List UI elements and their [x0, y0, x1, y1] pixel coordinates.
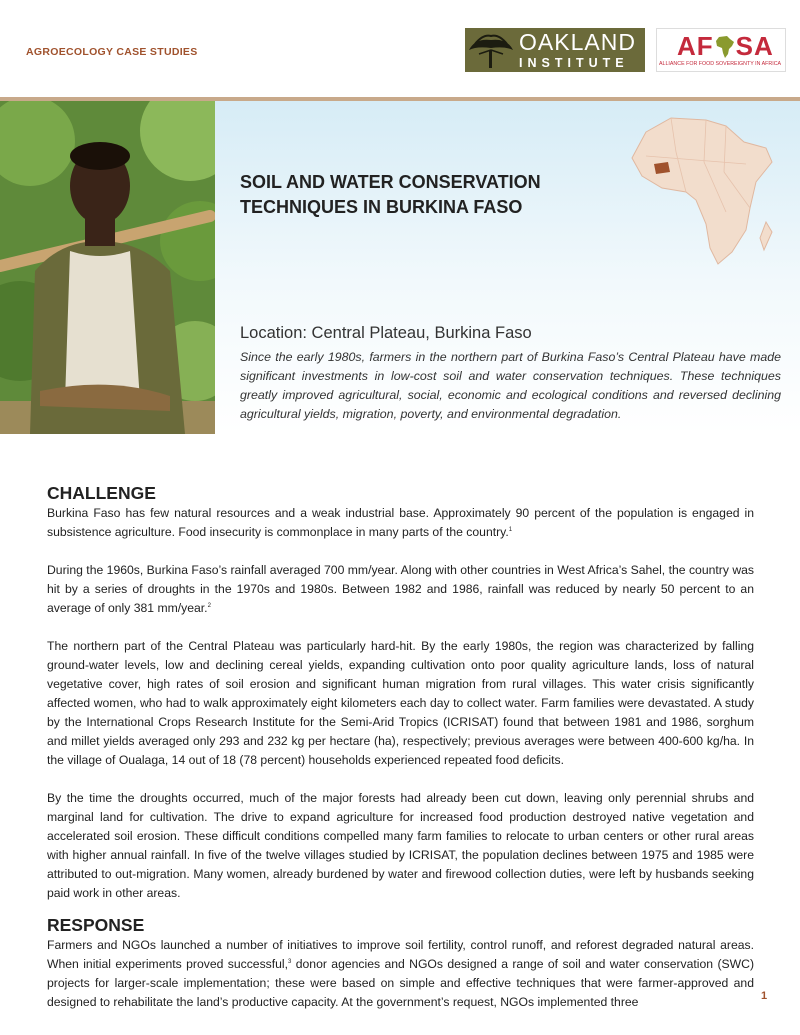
series-label: AGROECOLOGY CASE STUDIES: [26, 46, 198, 58]
farmer-photo: [0, 101, 215, 434]
afsa-letters-left: AF: [677, 31, 714, 61]
response-paragraph-1: [47, 936, 754, 1012]
page-number: 1: [761, 990, 768, 1002]
challenge-paragraph-3: The northern part of the Central Plateau was particularly hard-hit. By the early 1980s, the region was characterized by falling ground-water levels, low and declining cereal yields, expanding cultivation onto poor quality agriculture lands, loss of natural vegetative cover, high rates of soil erosion and significant human migration from rural villages. This water crisis significantly affected women, who had to walk approximately eight kilometers each day to collect water. Farm families were devastated. A study by the International Crops Research Institute for the Semi-Arid Tropics (ICRISAT) found that between 1981 and 1986, sorghum and millet yields averaged only 293 and 232 kg per hectare (ha), respectively; previous averages were between 400-600 kg/ha. In the village of Oualaga, 14 out of 18 (78 percent) households experienced repeated food deficits.: [47, 639, 754, 767]
challenge-p1-text: Burkina Faso has few natural resources and a weak industrial base. Approximately 90 percent of the population is engaged in subsistence agriculture. Food insecurity is commonplace in many parts of the country.: [47, 506, 754, 539]
footnote-ref: 2: [207, 602, 211, 609]
article-body: [47, 482, 754, 1012]
farmer-illustration: [0, 101, 215, 434]
footnote-ref: 1: [508, 526, 513, 533]
footnote-ref: 3: [288, 958, 292, 965]
response-heading: RESPONSE: [47, 915, 145, 935]
challenge-heading: CHALLENGE: [47, 483, 156, 503]
oakland-institute-logo: [465, 28, 645, 72]
challenge-paragraph-1: [47, 504, 754, 542]
summary-paragraph: Since the early 1980s, farmers in the northern part of Burkina Faso’s Central Plateau have made significant investments in low-cost soil and water conservation techniques. These techniques greatly improved agricultural, social, economic and ecological conditions and reversed declining agricultural yields, migration, poverty, and environmental degradation.: [240, 350, 781, 421]
page-title-line1: SOIL AND WATER CONSERVATION: [240, 172, 541, 192]
page-title: [240, 170, 600, 220]
location-line: Location: Central Plateau, Burkina Faso: [240, 324, 532, 342]
challenge-paragraph-4: By the time the droughts occurred, much of the major forests had already been cut down, leaving only perennial shrubs and marginal land for cultivation. The drive to expand agriculture for increased food production destroyed native vegetation and accelerated soil erosion. These difficult conditions compelled many farm families to relocate to urban centers or other rural areas with higher annual rainfall. In five of the twelve villages studied by ICRISAT, the population declines between 1975 and 1985 were attributed to out-migration. Many women, already burdened by water and firewood collection duties, were left by husbands seeking paid work in other areas.: [47, 791, 754, 900]
oakland-logo-line1: OAKLAND: [519, 28, 636, 55]
afsa-logo: [656, 28, 786, 72]
tree-icon: [465, 28, 517, 72]
oakland-logo-line2: INSTITUTE: [519, 55, 629, 70]
africa-map: [626, 112, 778, 272]
challenge-paragraph-2: [47, 561, 754, 618]
afsa-tagline: ALLIANCE FOR FOOD SOVEREIGNTY IN AFRICA: [659, 61, 782, 67]
africa-icon: [715, 35, 735, 59]
page-title-line2: TECHNIQUES IN BURKINA FASO: [240, 197, 523, 217]
response-p1-text-b: donor agencies and NGOs designed a range of soil and water conservation (SWC) projects for larger-scale implementation; these were based on simple and effective techniques that were farmer-approved and designed to rehabilitate the land’s productive capacity. At the government’s request, NGOs implemented three: [47, 957, 754, 1009]
challenge-p2-text: During the 1960s, Burkina Faso’s rainfall averaged 700 mm/year. Along with other countries in West Africa’s Sahel, the country was hit by a series of droughts in the 1970s and 1980s. Between 1982 and 1986, rainfall was reduced by nearly 50 percent to an average of only 381 mm/year.: [47, 563, 754, 615]
afsa-letters-right: SA: [735, 31, 774, 61]
response-p1-text-a: Farmers and NGOs launched a number of initiatives to improve soil fertility, control runoff, and reforest degraded natural areas. When initial experiments proved successful,: [47, 938, 754, 971]
